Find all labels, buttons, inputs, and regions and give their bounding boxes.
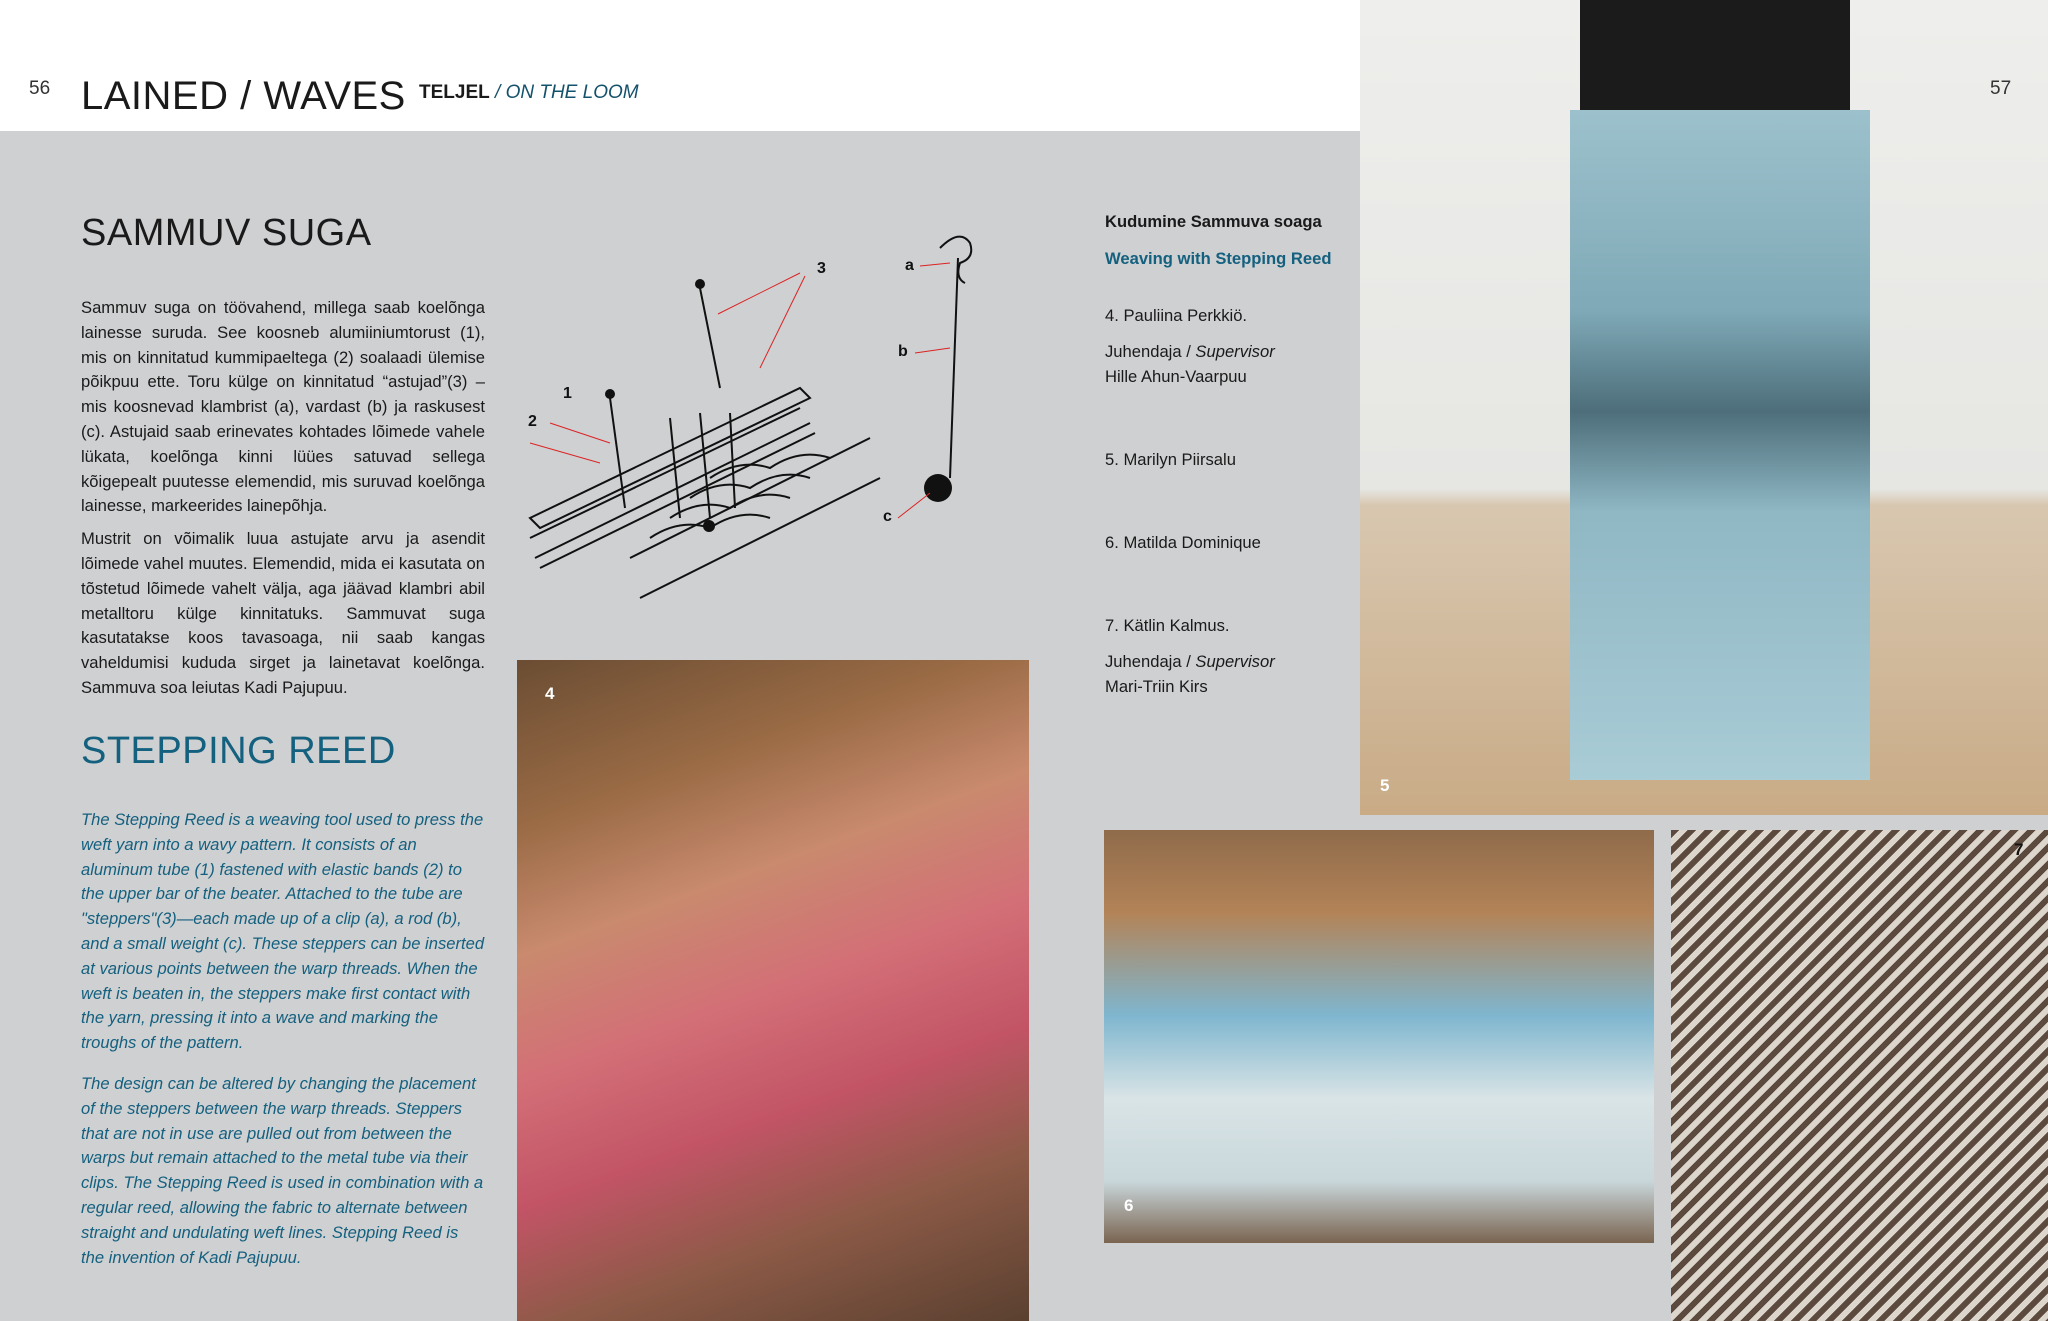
diagram-mark (703, 520, 715, 532)
photo-number: 5 (1380, 776, 1390, 795)
body-text-en (81, 808, 485, 1286)
heading-et: SAMMUV SUGA (81, 212, 372, 254)
credit-item-6: 6. Matilda Dominique (1105, 532, 1261, 552)
section-label (419, 82, 639, 104)
diagram-mark (605, 389, 615, 399)
photo-number: 6 (1124, 1196, 1134, 1215)
diagram-mark (695, 279, 705, 289)
section-separator: / (489, 82, 506, 103)
page-number-left: 56 (29, 78, 51, 99)
photo-loom-white (1104, 830, 1654, 1243)
paragraph: The Stepping Reed is a weaving tool used to press the weft yarn into a wavy pattern. It consists of an aluminum tube (1) fastened with elastic bands (2) to the upper bar of the beater. Attached to the tube are "steppers"(3)—each made up of a clip (a), a rod (b), and a small weight (c). These steppers can be inserted at various points between the warp threads. When the weft is beaten in, the steppers make first contact with the yarn, pressing it into a wave and marking the troughs of the pattern. (81, 810, 485, 1053)
supervisor-line (1105, 340, 1345, 390)
paragraph: Sammuv suga on töövahend, millega saab koelõnga lainesse suruda. See koosneb alumiiniumtorust (1), mis on kinnitatud kummipaeltega (2) soalaadi ülemise põikpuu ette. Toru külge on kinnitatud “astujad”(3) – mis koosnevad klambrist (a), vardast (b) ja raskusest (c). Astujaid saab erinevates kohtades lõimede vahele lükata, koelõnga kinni lüües satuvad sellega kõigepealt puutesse elemendid, mis suruvad koelõnga lainesse, markeerides lainepõhja. (81, 298, 485, 516)
supervisor-label-en: Supervisor (1195, 652, 1275, 672)
credits-heading-en: Weaving with Stepping Reed (1105, 248, 1332, 268)
diagram-drawing (530, 237, 971, 598)
diagram-label-c: c (883, 508, 892, 525)
paragraph: The design can be altered by changing the placement of the steppers between the warp threads. Steppers that are not in use are pulled out from between the warps but remain attached to the metal tube via their clips. The Stepping Reed is used in combination with a regular reed, allowing the fabric to alternate between straight and undulating weft lines. Stepping Reed is the invention of Kadi Pajupuu. (81, 1073, 484, 1267)
supervisor-label-en: Supervisor (1195, 342, 1275, 362)
diagram-label-2: 2 (528, 413, 537, 430)
supervisor-label: Juhendaja / (1105, 652, 1196, 672)
credits-heading-et: Kudumine Sammuva soaga (1105, 212, 1322, 231)
credit-item-4: 4. Pauliina Perkkiö. (1105, 305, 1248, 325)
heading-en: STEPPING REED (81, 730, 396, 772)
photo-woven-fabric (1671, 830, 2048, 1321)
diagram-label-1: 1 (563, 385, 572, 402)
diagram-leaders (530, 263, 950, 518)
diagram-label-3: 3 (817, 260, 826, 277)
diagram-label-b: b (898, 343, 908, 360)
supervisor-line (1105, 650, 1345, 700)
page-title: LAINED / WAVES (81, 74, 406, 118)
diagram-label-a: a (905, 257, 914, 274)
section-label-en: ON THE LOOM (505, 82, 639, 103)
photo-loom-red (517, 660, 1029, 1321)
section-label-et: TELJEL (419, 82, 490, 103)
paragraph: Mustrit on võimalik luua astujate arvu ja asendit lõimede vahel muutes. Elemendid, mida ei kasutata on tõstetud lõimede vahelt välja, aga jäävad klambri abil metalltoru külge kinnitatuks. Sammuvat suga kasutatakse koos tavasoaga, nii saab kangas vaheldumisi kududa sirget ja lainetavat koelõnga. Sammuva soa leiutas Kadi Pajupuu. (81, 529, 485, 697)
photo-detail (1580, 0, 1850, 120)
supervisor-name: Hille Ahun-Vaarpuu (1105, 367, 1247, 387)
photo-woven-skirt (1360, 0, 2048, 815)
credits-column (1105, 210, 1345, 700)
diagram-weight (924, 474, 952, 502)
photo-number: 4 (545, 684, 555, 703)
credit-item-7: 7. Kätlin Kalmus. (1105, 615, 1230, 635)
photo-detail (1570, 110, 1870, 780)
supervisor-label: Juhendaja / (1105, 342, 1196, 362)
photo-number: 7 (2014, 840, 2024, 859)
stepping-reed-diagram (510, 218, 990, 618)
body-text-et (81, 296, 485, 709)
page-number-right: 57 (1990, 78, 2012, 99)
supervisor-name: Mari-Triin Kirs (1105, 677, 1208, 697)
credit-item-5: 5. Marilyn Piirsalu (1105, 449, 1236, 469)
